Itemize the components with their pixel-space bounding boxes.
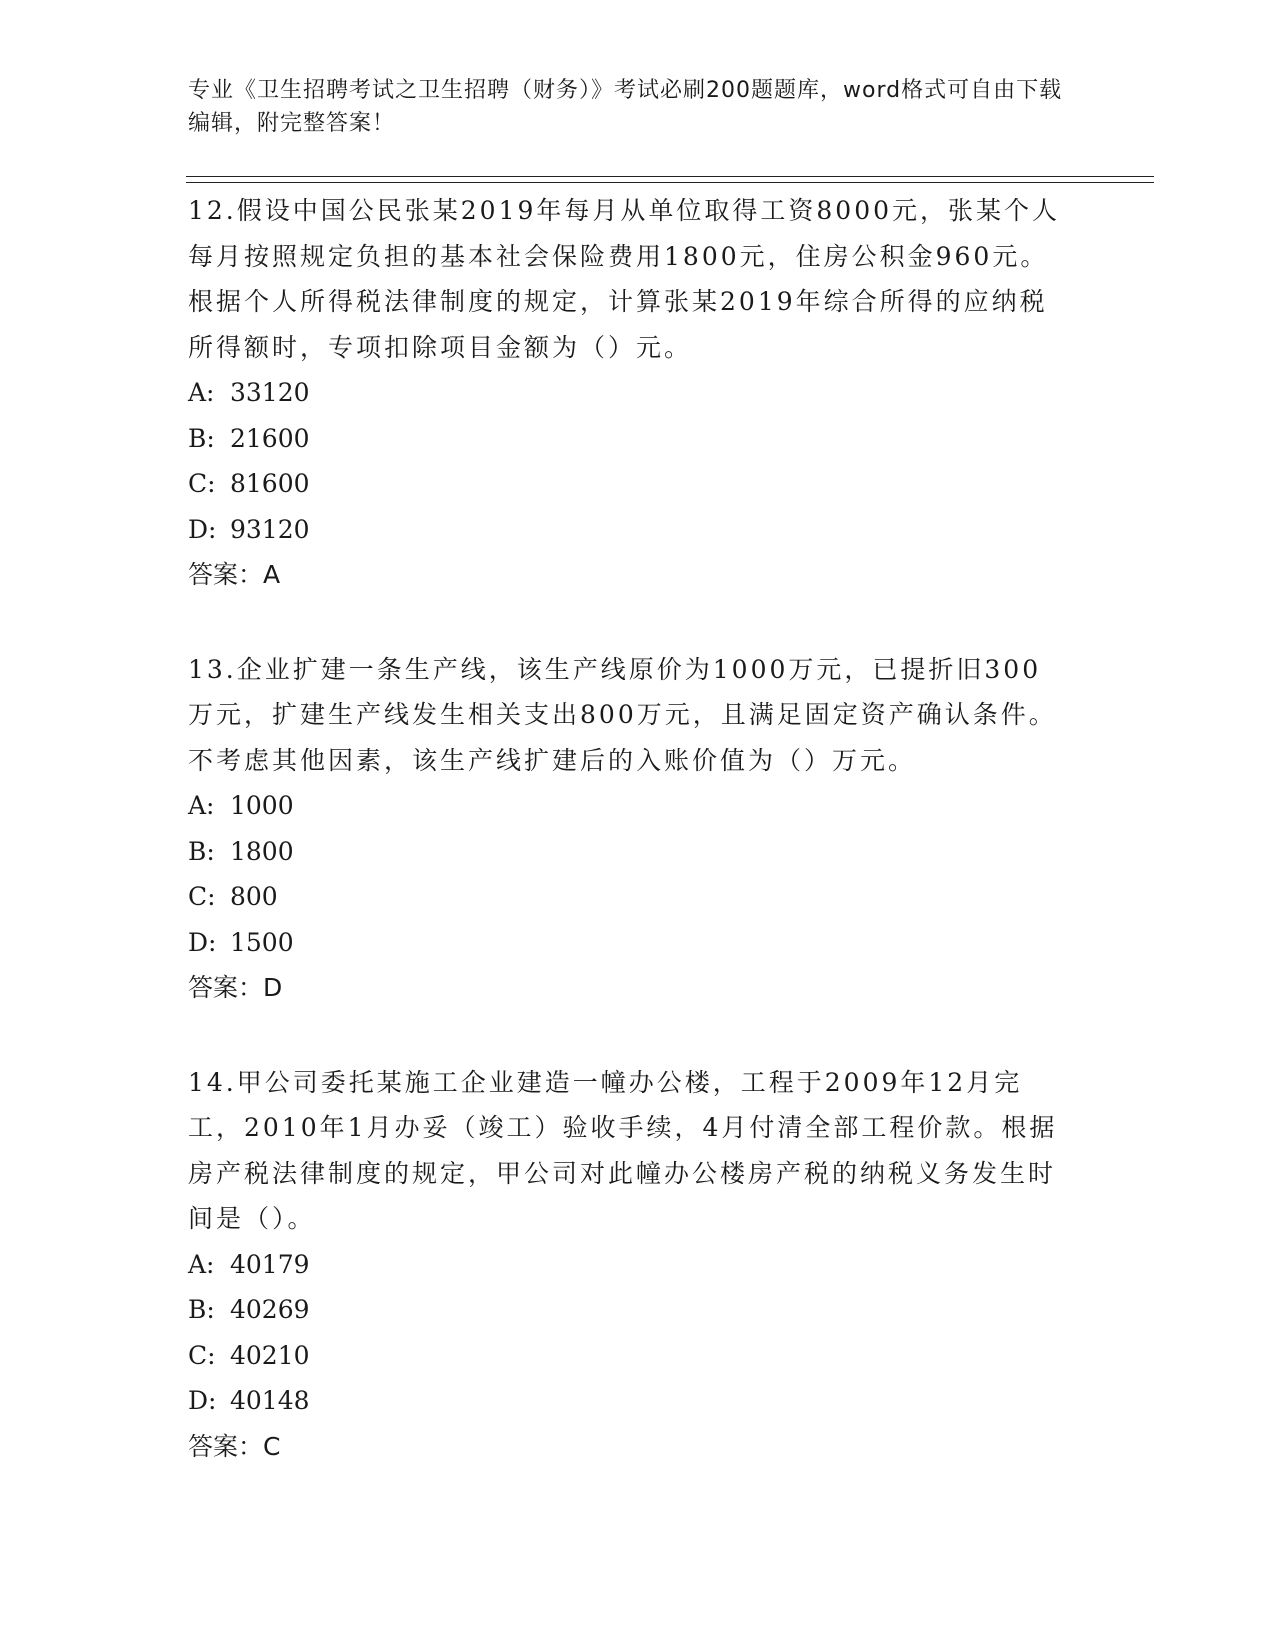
option-a xyxy=(188,783,1068,829)
option-value: 40179 xyxy=(230,1249,310,1279)
option-value: 1800 xyxy=(230,836,294,866)
header-title: 专业《卫生招聘考试之卫生招聘（财务）》考试必刷200题题库，word格式可自由下载编辑，附完整答案！ xyxy=(188,78,1063,136)
option-a xyxy=(188,370,1068,416)
option-letter: A: xyxy=(188,378,215,407)
option-c xyxy=(188,1333,1068,1379)
option-d xyxy=(188,920,1068,966)
answer-line: 答案：D xyxy=(188,973,283,1002)
option-c xyxy=(188,874,1068,920)
option-letter: B: xyxy=(188,423,215,453)
option-b xyxy=(188,829,1068,875)
option-letter: C: xyxy=(188,1340,216,1370)
option-value: 21600 xyxy=(230,423,310,453)
option-a xyxy=(188,1242,1068,1288)
option-value: 40210 xyxy=(230,1340,310,1370)
option-value: 1500 xyxy=(230,927,294,957)
option-letter: D: xyxy=(188,1386,217,1415)
option-letter: B: xyxy=(188,1295,215,1324)
option-value: 1000 xyxy=(230,791,294,820)
option-c xyxy=(188,461,1068,507)
option-value: 81600 xyxy=(230,469,310,498)
option-letter: D: xyxy=(188,514,217,544)
option-value: 40148 xyxy=(230,1386,310,1415)
question-12 xyxy=(188,188,1068,598)
option-letter: D: xyxy=(188,927,217,957)
option-letter: A: xyxy=(188,1249,215,1279)
option-value: 40269 xyxy=(230,1295,310,1324)
option-value: 93120 xyxy=(230,514,310,544)
answer-line: 答案：C xyxy=(188,1431,281,1461)
option-d xyxy=(188,507,1068,553)
option-b xyxy=(188,416,1068,462)
question-text: 13.企业扩建一条生产线，该生产线原价为1000万元，已提折旧300万元，扩建生产线发生相关支出800万元，且满足固定资产确认条件。不考虑其他因素，该生产线扩建后的入账价值为（）万元。 xyxy=(188,654,1057,775)
option-value: 33120 xyxy=(230,378,310,407)
option-letter: A: xyxy=(188,791,215,820)
question-13 xyxy=(188,647,1068,1011)
option-letter: B: xyxy=(188,836,215,866)
question-text: 12.假设中国公民张某2019年每月从单位取得工资8000元，张某个人每月按照规定负担的基本社会保险费用1800元，住房公积金960元。根据个人所得税法律制度的规定，计算张某2019年综合所得的应纳税所得额时，专项扣除项目金额为（）元。 xyxy=(188,196,1061,362)
answer-line: 答案：A xyxy=(188,560,281,589)
header-divider-bottom xyxy=(186,182,1154,183)
option-letter: C: xyxy=(188,469,216,498)
question-list xyxy=(188,188,1068,1518)
question-text: 14.甲公司委托某施工企业建造一幢办公楼，工程于2009年12月完工，2010年1月办妥（竣工）验收手续，4月付清全部工程价款。根据房产税法律制度的规定，甲公司对此幢办公楼房产税的纳税义务发生时间是（）。 xyxy=(188,1067,1058,1233)
option-letter: C: xyxy=(188,882,216,911)
document-header xyxy=(188,74,1068,140)
option-d xyxy=(188,1378,1068,1424)
option-b xyxy=(188,1287,1068,1333)
option-value: 800 xyxy=(230,882,278,911)
header-divider-top xyxy=(186,176,1154,177)
question-14 xyxy=(188,1060,1068,1470)
